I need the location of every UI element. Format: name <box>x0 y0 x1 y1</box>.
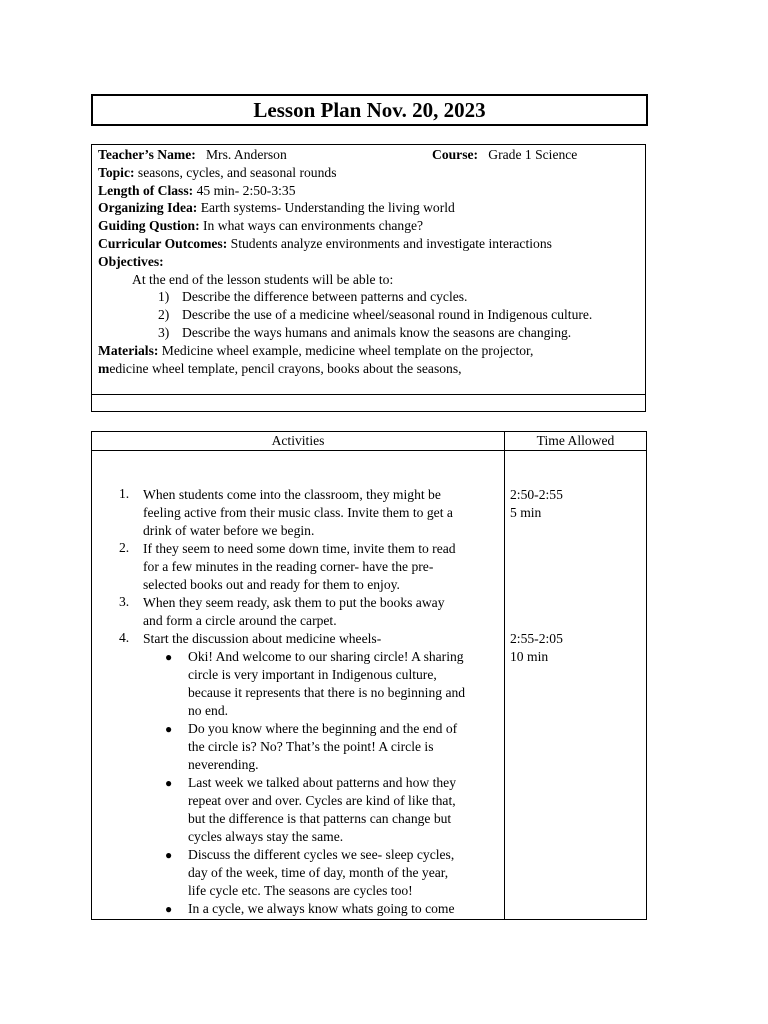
bullet-text-line: but the difference is that patterns can change but <box>188 811 452 826</box>
step-number: 2. <box>119 540 130 555</box>
activity-step <box>92 630 504 648</box>
guiding-line <box>98 217 641 235</box>
bullet-text-line: neverending. <box>188 757 259 772</box>
bullet-text-line: In a cycle, we always know whats going to come <box>188 901 455 916</box>
activity-step <box>92 594 504 630</box>
objective-item <box>98 306 641 324</box>
bullet-text-line: cycles always stay the same. <box>188 829 344 844</box>
guiding-value: In what ways can environments change? <box>203 218 424 234</box>
organizing-value: Earth systems- Understanding the living world <box>200 200 455 216</box>
materials-initial: m <box>98 360 110 376</box>
step-text-line: for a few minutes in the reading corner- have the pre- <box>143 559 434 574</box>
activity-step <box>92 540 504 594</box>
course-value: Grade 1 Science <box>488 147 578 162</box>
objective-item <box>98 324 641 342</box>
teacher-value: Mrs. Anderson <box>205 147 287 162</box>
topic-line <box>98 164 641 182</box>
curricular-label: Curricular Outcomes: <box>98 235 228 251</box>
lesson-info-box <box>91 144 646 412</box>
topic-value: seasons, cycles, and seasonal rounds <box>137 164 337 180</box>
time-duration: 5 min <box>510 505 542 520</box>
objectives-label: Objectives: <box>98 253 164 269</box>
time-range: 2:55-2:05 <box>510 631 563 646</box>
materials-line-2 <box>98 360 641 378</box>
length-label: Length of Class: <box>98 182 194 198</box>
objectives-intro: At the end of the lesson students will be able to: <box>132 271 394 287</box>
length-value: 45 min- 2:50-3:35 <box>196 182 296 198</box>
bullet-text-line: the circle is? No? That’s the point! A circle is <box>188 739 434 754</box>
course-field <box>432 146 577 164</box>
table-header-row <box>92 432 646 451</box>
activity-step <box>92 486 504 540</box>
objective-item <box>98 288 641 306</box>
page-title: Lesson Plan Nov. 20, 2023 <box>91 94 648 126</box>
topic-label: Topic: <box>98 164 135 180</box>
bullet-text-line: because it represents that there is no beginning and <box>188 685 466 700</box>
bullet-text-line: life cycle etc. The seasons are cycles too! <box>188 883 413 898</box>
materials-value: Medicine wheel example, medicine wheel template on the projector, <box>161 342 534 358</box>
objective-text: Describe the ways humans and animals know the seasons are changing. <box>182 324 572 340</box>
materials-value-2: edicine wheel template, pencil crayons, books about the seasons, <box>109 360 462 376</box>
objective-number: 2) <box>158 307 170 323</box>
time-duration: 10 min <box>510 649 549 664</box>
step-text-line: drink of water before we begin. <box>143 523 315 538</box>
bullet-text-line: Oki! And welcome to our sharing circle! A sharing <box>188 649 464 664</box>
bullet-text-line: Do you know where the beginning and the end of <box>188 721 458 736</box>
bullet-text-line: no end. <box>188 703 229 718</box>
curricular-line <box>98 235 641 253</box>
guiding-label: Guiding Qustion: <box>98 218 200 234</box>
objective-number: 1) <box>158 289 170 305</box>
time-spacer <box>510 522 563 630</box>
time-allowed-column <box>510 486 563 666</box>
time-allowed-header: Time Allowed <box>536 433 615 448</box>
bullet-text-line: repeat over and over. Cycles are kind of like that, <box>188 793 456 808</box>
activities-table <box>91 431 647 920</box>
bullet-text-line: day of the week, time of day, month of the year, <box>188 865 449 880</box>
objective-number: 3) <box>158 324 170 340</box>
bullet-text-line: Discuss the different cycles we see- sleep cycles, <box>188 847 455 862</box>
teacher-label: Teacher’s Name: <box>98 147 196 162</box>
step-text-line: When students come into the classroom, they might be <box>143 487 441 502</box>
column-divider <box>504 432 505 919</box>
materials-line <box>98 342 641 360</box>
discussion-bullet <box>92 846 504 900</box>
curricular-value: Students analyze environments and investigate interactions <box>230 235 552 251</box>
step-number: 3. <box>119 594 130 609</box>
activities-header: Activities <box>271 433 325 448</box>
step-text-line: and form a circle around the carpet. <box>143 613 337 628</box>
course-label: Course: <box>432 147 479 162</box>
bullet-dot-icon: ● <box>165 650 173 664</box>
step-text-line: selected books out and ready for them to enjoy. <box>143 577 400 592</box>
bullet-dot-icon: ● <box>165 722 173 736</box>
bullet-text-line: circle is very important in Indigenous culture, <box>188 667 437 682</box>
step-number: 1. <box>119 486 130 501</box>
activities-list <box>92 486 504 918</box>
info-divider <box>92 394 645 395</box>
bullet-dot-icon: ● <box>165 902 173 916</box>
bullet-dot-icon: ● <box>165 776 173 790</box>
discussion-bullet <box>92 900 504 918</box>
objective-text: Describe the difference between patterns and cycles. <box>182 289 468 305</box>
step-text-line: feeling active from their music class. Invite them to get a <box>143 505 453 520</box>
objective-text: Describe the use of a medicine wheel/seasonal round in Indigenous culture. <box>182 307 593 323</box>
discussion-bullet <box>92 774 504 846</box>
bullet-text-line: Last week we talked about patterns and how they <box>188 775 457 790</box>
length-line <box>98 182 641 200</box>
step-text-line: If they seem to need some down time, invite them to read <box>143 541 456 556</box>
objectives-heading-line <box>98 253 641 271</box>
discussion-bullet <box>92 720 504 774</box>
time-range: 2:50-2:55 <box>510 487 563 502</box>
bullet-dot-icon: ● <box>165 848 173 862</box>
step-number: 4. <box>119 630 130 645</box>
discussion-bullet <box>92 648 504 720</box>
teacher-line <box>98 146 641 164</box>
organizing-label: Organizing Idea: <box>98 200 198 216</box>
step-text-line: Start the discussion about medicine wheels- <box>143 631 382 646</box>
materials-label: Materials: <box>98 342 159 358</box>
organizing-line <box>98 199 641 217</box>
step-text-line: When they seem ready, ask them to put the books away <box>143 595 445 610</box>
